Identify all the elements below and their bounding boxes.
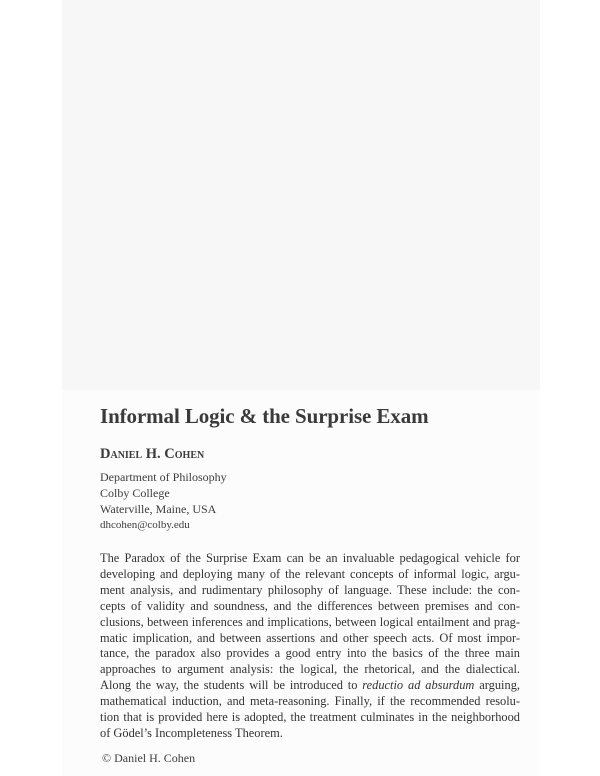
abstract-line: ment analysis, and rudimentary philosophy of language. These include: the con- bbox=[100, 582, 520, 597]
abstract-line: tance, the paradox also provides a good entry into the basics of the three main bbox=[100, 646, 520, 661]
abstract-line: tion that is provided here is adopted, the treatment culminates in the neighborhood bbox=[100, 710, 520, 725]
abstract-line: cepts of validity and soundness, and the differences between premises and con- bbox=[100, 598, 520, 613]
latin-term: reductio ad absurdum bbox=[362, 678, 475, 693]
blank-page-area bbox=[62, 0, 540, 390]
paper-title: Informal Logic & the Surprise Exam bbox=[100, 404, 429, 428]
institution: Colby College bbox=[100, 486, 170, 500]
abstract bbox=[100, 551, 520, 742]
abstract-line: approaches to argument analysis: the logical, the rhetorical, and the dialectical. bbox=[100, 662, 520, 677]
abstract-line: of Gödel’s Incompleteness Theorem. bbox=[100, 725, 283, 740]
abstract-line: developing and deploying many of the relevant concepts of informal logic, argu- bbox=[100, 566, 520, 581]
abstract-line: matic implication, and between assertions and other speech acts. Of most impor- bbox=[100, 630, 520, 645]
author-affiliation bbox=[100, 469, 227, 533]
department: Department of Philosophy bbox=[100, 470, 227, 484]
author-name: Daniel H. Cohen bbox=[100, 446, 205, 462]
location: Waterville, Maine, USA bbox=[100, 502, 217, 516]
abstract-line: Along the way, the students will be introduced to reductio ad absurdum arguing, bbox=[100, 678, 520, 693]
copyright-notice: © Daniel H. Cohen bbox=[102, 751, 196, 765]
abstract-line: The Paradox of the Surprise Exam can be an invaluable pedagogical vehicle for bbox=[100, 551, 520, 565]
author-email: dhcohen@colby.edu bbox=[100, 519, 190, 531]
abstract-line: mathematical induction, and meta-reasoning. Finally, if the recommended resolu- bbox=[100, 694, 520, 709]
abstract-line: clusions, between inferences and implications, between logical entailment and prag- bbox=[100, 614, 520, 629]
